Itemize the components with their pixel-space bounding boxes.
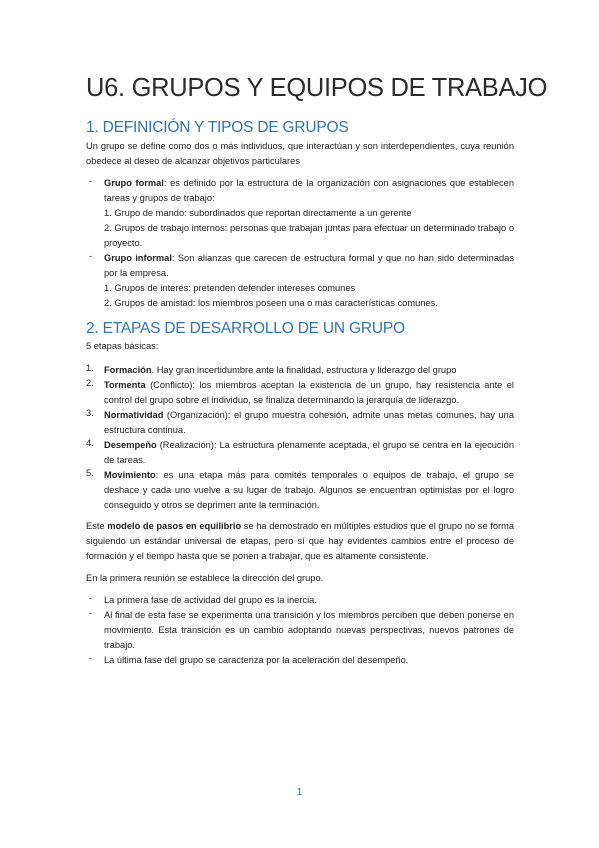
section2-lead: 5 etapas básicas: (86, 341, 159, 351)
stage-term: Formación (104, 365, 152, 375)
stage-text: (Realización): La estructura plenamente aceptada, el grupo se centra en la ejecución de tareas. (104, 440, 514, 466)
stage-term: Movimiento (104, 470, 156, 480)
stage-item (104, 378, 514, 408)
stage-text: . Hay gran incertidumbre ante la finalidad, estructura y liderazgo del grupo (151, 365, 457, 375)
model-term: modelo de pasos en equilibrio (107, 521, 242, 531)
item-text: : es definido por la estructura de la organización con asignaciones que establecen tareas y grupos de trabajo: (104, 178, 514, 204)
stage-number: 1. (86, 363, 94, 373)
list-item-grupo-formal (104, 176, 514, 206)
bullet-marker: - (89, 251, 93, 261)
list-item: La última fase del grupo se caracteriza por la aceleración del desempeño. (104, 655, 409, 665)
stage-number: 3. (86, 408, 94, 418)
stage-item (104, 363, 514, 378)
stage-item (104, 468, 514, 514)
stage-term: Normatividad (104, 410, 164, 420)
page-title: U6. GRUPOS Y EQUIPOS DE TRABAJO (86, 74, 548, 102)
section-heading-2: 2. ETAPAS DE DESARROLLO DE UN GRUPO (86, 320, 405, 337)
sub-item: 1. Grupo de mando: subordinados que reportan directamente a un gerente (104, 208, 412, 218)
list-item: Al final de esta fase se experimenta una transición y los miembros perciben que deben ponerse en movimiento. Esta transición es un cambio adoptando nuevas perspectivas, nuevos patrones de trabajo. (104, 610, 514, 651)
sub-item: 2. Grupos de amistad: los miembros poseen una o más características comunes. (104, 298, 438, 308)
model-pre: Este (86, 521, 108, 531)
sub-item: 1. Grupos de interés: pretenden defender intereses comunes (104, 283, 356, 293)
stage-text: (Organización): el grupo muestra cohesión, admite unas metas comunes, hay una estructura continua. (104, 410, 514, 436)
bullet-marker: - (89, 176, 93, 186)
first-meeting-paragraph: En la primera reunión se establece la dirección del grupo. (86, 573, 324, 583)
item-text: : Son alianzas que carecen de estructura formal y que no han sido determinadas por la empresa. (104, 253, 514, 279)
term-grupo-formal: Grupo formal (104, 178, 164, 188)
section-heading-1: 1. DEFINICIÓN Y TIPOS DE GRUPOS (86, 119, 349, 136)
stage-number: 5. (86, 468, 94, 478)
stage-item (104, 408, 514, 438)
section1-intro: Un grupo se define como dos o más individuos, que interactúan y son interdependientes, cuya reunión obedece al deseo de alcanzar objetivos particulares (86, 141, 514, 167)
stage-term: Tormenta (104, 380, 146, 390)
bullet-marker: - (89, 593, 93, 603)
model-paragraph (86, 519, 514, 565)
stage-text: : es una etapa más para comités temporales o equipos de trabajo, el grupo se deshace y cada uno vuelve a su lugar de trabajo. Algunos se encuentran optimistas por el logro conseguido y otros se deprimen ante la terminación. (104, 470, 514, 511)
stage-term: Desempeño (104, 440, 157, 450)
stage-text: (Conflicto): los miembros aceptan la existencia de un grupo, hay resistencia ante el control del grupo sobre el individuo, se finaliza determinando la jerarquía de liderazgo. (104, 380, 514, 406)
list-item-grupo-informal (104, 251, 514, 281)
stage-number: 4. (86, 438, 94, 448)
bullet-marker: - (89, 653, 93, 663)
stage-number: 2. (86, 378, 94, 388)
page-number: 1 (296, 787, 303, 798)
stage-item (104, 438, 514, 468)
sub-item: 2. Grupos de trabajo internos: personas que trabajan juntas para efectuar un determinado trabajo o proyecto. (104, 223, 514, 249)
bullet-marker: - (89, 608, 93, 618)
term-grupo-informal: Grupo informal (104, 253, 172, 263)
model-post: se ha demostrado en múltiples estudios que el grupo no se forma siguiendo un estándar universal de etapas, pero sí que hay evidentes cambios entre el proceso de formación y el tiempo hasta que se ponen a trabajar, que es altamente consistente. (86, 521, 515, 562)
list-item: La primera fase de actividad del grupo es la inercia. (104, 595, 317, 605)
